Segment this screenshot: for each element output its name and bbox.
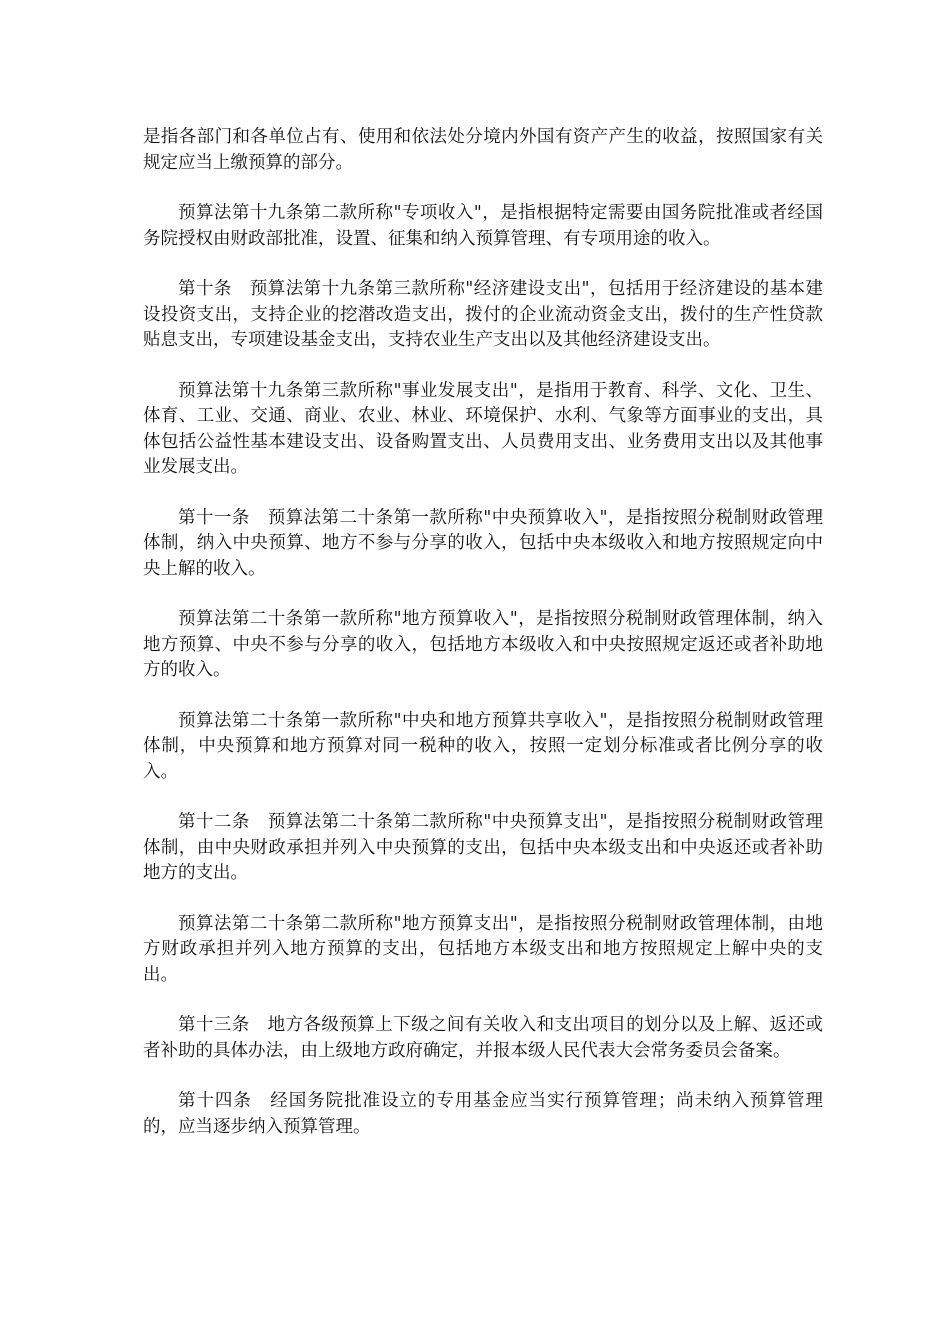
paragraph-11: 第十四条 经国务院批准设立的专用基金应当实行预算管理；尚未纳入预算管理的，应当逐步纳入预算管理。 xyxy=(143,1091,823,1137)
paragraph-4: 预算法第十九条第三款所称"事业发展支出"，是指用于教育、科学、文化、卫生、体育、工业、交通、商业、农业、林业、环境保护、水利、气象等方面事业的支出，具体包括公益性基本建设支出、设备购置支出、人员费用支出、业务费用支出以及其他事业发展支出。 xyxy=(143,380,823,477)
paragraph-10: 第十三条 地方各级预算上下级之间有关收入和支出项目的划分以及上解、返还或者补助的具体办法，由上级地方政府确定，并报本级人民代表大会常务委员会备案。 xyxy=(143,1015,823,1061)
paragraph-8: 第十二条 预算法第二十条第二款所称"中央预算支出"，是指按照分税制财政管理体制，由中央财政承担并列入中央预算的支出，包括中央本级支出和中央返还或者补助地方的支出。 xyxy=(143,812,823,883)
paragraph-5: 第十一条 预算法第二十条第一款所称"中央预算收入"，是指按照分税制财政管理体制，纳入中央预算、地方不参与分享的收入，包括中央本级收入和地方按照规定向中央上解的收入。 xyxy=(143,507,823,579)
paragraph-6: 预算法第二十条第一款所称"地方预算收入"，是指按照分税制财政管理体制，纳入地方预算、中央不参与分享的收入，包括地方本级收入和中央按照规定返还或者补助地方的收入。 xyxy=(143,609,823,680)
paragraph-9: 预算法第二十条第二款所称"地方预算支出"，是指按照分税制财政管理体制，由地方财政承担并列入地方预算的支出，包括地方本级支出和地方按照规定上解中央的支出。 xyxy=(143,913,823,985)
document-body xyxy=(143,125,823,1165)
paragraph-1: 是指各部门和各单位占有、使用和依法处分境内外国有资产产生的收益，按照国家有关规定应当上缴预算的部分。 xyxy=(143,127,823,173)
paragraph-3: 第十条 预算法第十九条第三款所称"经济建设支出"，包括用于经济建设的基本建设投资支出，支持企业的挖潜改造支出，拨付的企业流动资金支出，拨付的生产性贷款贴息支出，专项建设基金支出，支持农业生产支出以及其他经济建设支出。 xyxy=(143,279,823,350)
paragraph-2: 预算法第十九条第二款所称"专项收入"，是指根据特定需要由国务院批准或者经国务院授权由财政部批准，设置、征集和纳入预算管理、有专项用途的收入。 xyxy=(143,203,823,249)
paragraph-7: 预算法第二十条第一款所称"中央和地方预算共享收入"，是指按照分税制财政管理体制，中央预算和地方预算对同一税种的收入，按照一定划分标准或者比例分享的收入。 xyxy=(143,710,823,782)
